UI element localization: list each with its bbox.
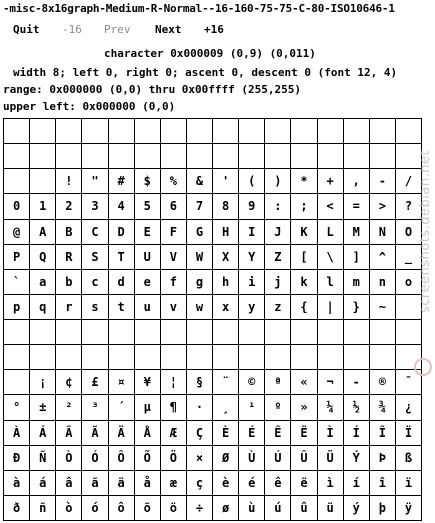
glyph-cell[interactable]: ³ — [82, 395, 108, 420]
glyph-cell[interactable]: T — [109, 245, 135, 270]
glyph-cell[interactable] — [265, 119, 291, 144]
glyph-cell[interactable]: l — [318, 270, 344, 295]
glyph-cell[interactable] — [265, 320, 291, 345]
glyph-cell[interactable]: Õ — [135, 446, 161, 471]
glyph-cell[interactable] — [4, 320, 30, 345]
glyph-cell[interactable] — [370, 345, 396, 370]
glyph-cell[interactable]: s — [82, 295, 108, 320]
glyph-cell[interactable]: Ç — [187, 421, 213, 446]
glyph-cell[interactable]: Ã — [82, 421, 108, 446]
glyph-cell[interactable]: ë — [291, 471, 317, 496]
glyph-cell[interactable]: Æ — [161, 421, 187, 446]
glyph-cell[interactable]: & — [187, 169, 213, 194]
glyph-cell[interactable]: ö — [161, 496, 187, 521]
glyph-cell[interactable]: Î — [370, 421, 396, 446]
glyph-cell[interactable]: ¡ — [30, 370, 56, 395]
glyph-cell[interactable]: © — [239, 370, 265, 395]
glyph-cell[interactable]: o — [396, 270, 422, 295]
glyph-cell[interactable]: G — [187, 220, 213, 245]
range-info: range: 0x000000 (0,0) thru 0x00ffff (255,255) — [3, 83, 302, 96]
glyph-cell[interactable]: ! — [56, 169, 82, 194]
character-grid[interactable] — [3, 118, 422, 521]
glyph-cell[interactable]: ð — [4, 496, 30, 521]
glyph-cell[interactable]: g — [187, 270, 213, 295]
glyph-cell[interactable]: ` — [4, 270, 30, 295]
glyph-cell[interactable] — [370, 320, 396, 345]
glyph-cell[interactable]: É — [239, 421, 265, 446]
glyph-cell[interactable]: 3 — [82, 194, 108, 219]
glyph-cell[interactable]: { — [291, 295, 317, 320]
glyph-cell[interactable]: ê — [265, 471, 291, 496]
glyph-cell[interactable]: ? — [396, 194, 422, 219]
glyph-cell[interactable]: Ù — [239, 446, 265, 471]
glyph-cell[interactable]: à — [4, 471, 30, 496]
glyph-cell[interactable] — [318, 320, 344, 345]
glyph-cell[interactable]: * — [291, 169, 317, 194]
glyph-cell[interactable]: u — [135, 295, 161, 320]
glyph-cell[interactable]: · — [187, 395, 213, 420]
glyph-cell[interactable]: Þ — [370, 446, 396, 471]
glyph-cell[interactable] — [213, 144, 239, 169]
menu-bar — [0, 20, 435, 40]
glyph-cell[interactable] — [135, 320, 161, 345]
glyph-cell[interactable]: » — [291, 395, 317, 420]
glyph-cell[interactable]: j — [265, 270, 291, 295]
glyph-cell[interactable]: Ñ — [30, 446, 56, 471]
glyph-cell[interactable]: ^ — [370, 245, 396, 270]
glyph-cell[interactable]: W — [187, 245, 213, 270]
glyph-cell[interactable]: Ä — [109, 421, 135, 446]
glyph-cell[interactable]: ò — [56, 496, 82, 521]
glyph-cell[interactable]: ´ — [109, 395, 135, 420]
glyph-cell[interactable]: C — [82, 220, 108, 245]
glyph-cell[interactable]: å — [135, 471, 161, 496]
glyph-cell[interactable]: h — [213, 270, 239, 295]
glyph-cell[interactable]: ² — [56, 395, 82, 420]
glyph-cell[interactable]: $ — [135, 169, 161, 194]
glyph-cell[interactable]: i — [239, 270, 265, 295]
glyph-cell[interactable]: ý — [344, 496, 370, 521]
window-title: -misc-8x16graph-Medium-R-Normal--16-160-75-75-C-80-ISO10646-1 — [3, 2, 395, 15]
glyph-cell[interactable]: f — [161, 270, 187, 295]
glyph-cell[interactable]: } — [344, 295, 370, 320]
glyph-cell[interactable]: p — [4, 295, 30, 320]
glyph-cell[interactable] — [109, 320, 135, 345]
glyph-cell[interactable] — [56, 345, 82, 370]
glyph-cell[interactable]: ¨ — [213, 370, 239, 395]
glyph-cell[interactable] — [161, 144, 187, 169]
glyph-cell[interactable]: ¾ — [370, 395, 396, 420]
glyph-cell[interactable]: æ — [161, 471, 187, 496]
glyph-cell[interactable] — [82, 119, 108, 144]
glyph-cell[interactable]: À — [4, 421, 30, 446]
glyph-cell[interactable] — [318, 144, 344, 169]
glyph-cell[interactable]: ÿ — [396, 496, 422, 521]
glyph-cell[interactable]: ' — [213, 169, 239, 194]
glyph-cell[interactable]: ¶ — [161, 395, 187, 420]
glyph-cell[interactable]: ¦ — [161, 370, 187, 395]
glyph-cell[interactable] — [239, 144, 265, 169]
glyph-cell[interactable]: ô — [109, 496, 135, 521]
glyph-cell[interactable]: H — [213, 220, 239, 245]
glyph-cell[interactable]: £ — [82, 370, 108, 395]
glyph-cell[interactable]: 9 — [239, 194, 265, 219]
character-info: character 0x000009 (0,9) (0,011) — [104, 47, 316, 60]
glyph-cell[interactable]: % — [161, 169, 187, 194]
glyph-cell[interactable]: ¬ — [318, 370, 344, 395]
glyph-cell[interactable]: Â — [56, 421, 82, 446]
glyph-cell[interactable]: ü — [318, 496, 344, 521]
glyph-cell[interactable] — [370, 119, 396, 144]
glyph-cell[interactable]: ¯ — [396, 370, 422, 395]
glyph-cell[interactable] — [4, 119, 30, 144]
glyph-cell[interactable] — [187, 119, 213, 144]
prev-button[interactable]: Prev — [104, 23, 131, 36]
glyph-cell[interactable]: × — [187, 446, 213, 471]
glyph-cell[interactable] — [291, 345, 317, 370]
glyph-cell[interactable] — [291, 119, 317, 144]
glyph-cell[interactable]: ) — [265, 169, 291, 194]
glyph-cell[interactable] — [213, 345, 239, 370]
glyph-cell[interactable]: + — [318, 169, 344, 194]
glyph-cell[interactable]: 5 — [135, 194, 161, 219]
glyph-cell[interactable] — [318, 345, 344, 370]
glyph-cell[interactable]: ; — [291, 194, 317, 219]
glyph-cell[interactable]: k — [291, 270, 317, 295]
glyph-cell[interactable]: î — [370, 471, 396, 496]
plus16-button[interactable]: +16 — [204, 23, 224, 36]
glyph-cell[interactable]: | — [318, 295, 344, 320]
glyph-cell[interactable] — [370, 144, 396, 169]
glyph-cell[interactable]: c — [82, 270, 108, 295]
glyph-cell[interactable] — [265, 345, 291, 370]
glyph-cell[interactable] — [30, 320, 56, 345]
glyph-cell[interactable]: ± — [30, 395, 56, 420]
glyph-cell[interactable]: Ì — [318, 421, 344, 446]
glyph-cell[interactable]: ï — [396, 471, 422, 496]
glyph-cell[interactable]: ] — [344, 245, 370, 270]
glyph-cell[interactable]: - — [370, 169, 396, 194]
glyph-cell[interactable]: Q — [30, 245, 56, 270]
glyph-cell[interactable]: Á — [30, 421, 56, 446]
glyph-cell[interactable]: t — [109, 295, 135, 320]
glyph-cell[interactable] — [30, 119, 56, 144]
glyph-cell[interactable]: S — [82, 245, 108, 270]
glyph-cell[interactable] — [187, 320, 213, 345]
glyph-cell[interactable]: Å — [135, 421, 161, 446]
glyph-cell[interactable]: P — [4, 245, 30, 270]
glyph-cell[interactable]: è — [213, 471, 239, 496]
metrics-info: width 8; left 0, right 0; ascent 0, descent 0 (font 12, 4) — [13, 66, 398, 79]
glyph-cell[interactable] — [213, 119, 239, 144]
glyph-cell[interactable]: ª — [265, 370, 291, 395]
glyph-cell[interactable]: 4 — [109, 194, 135, 219]
glyph-cell[interactable]: M — [344, 220, 370, 245]
glyph-cell[interactable] — [239, 345, 265, 370]
glyph-cell[interactable]: D — [109, 220, 135, 245]
glyph-cell[interactable]: : — [265, 194, 291, 219]
glyph-cell[interactable] — [56, 119, 82, 144]
glyph-cell[interactable] — [4, 345, 30, 370]
glyph-cell[interactable]: ó — [82, 496, 108, 521]
glyph-cell[interactable] — [4, 370, 30, 395]
glyph-cell[interactable]: 2 — [56, 194, 82, 219]
glyph-cell[interactable]: K — [291, 220, 317, 245]
glyph-cell[interactable]: 1 — [30, 194, 56, 219]
glyph-cell[interactable]: , — [344, 169, 370, 194]
glyph-cell[interactable]: ¢ — [56, 370, 82, 395]
glyph-cell[interactable]: õ — [135, 496, 161, 521]
glyph-cell[interactable] — [396, 320, 422, 345]
glyph-cell[interactable]: I — [239, 220, 265, 245]
glyph-cell[interactable]: Ø — [213, 446, 239, 471]
glyph-cell[interactable]: Ð — [4, 446, 30, 471]
glyph-cell[interactable]: x — [213, 295, 239, 320]
glyph-cell[interactable]: ù — [239, 496, 265, 521]
glyph-cell[interactable]: á — [30, 471, 56, 496]
glyph-cell[interactable] — [396, 119, 422, 144]
glyph-cell[interactable] — [109, 144, 135, 169]
glyph-cell[interactable]: ¼ — [318, 395, 344, 420]
glyph-cell[interactable]: d — [109, 270, 135, 295]
glyph-cell[interactable]: Í — [344, 421, 370, 446]
glyph-cell[interactable]: m — [344, 270, 370, 295]
glyph-cell[interactable]: é — [239, 471, 265, 496]
glyph-cell[interactable]: 7 — [187, 194, 213, 219]
glyph-cell[interactable] — [187, 345, 213, 370]
glyph-cell[interactable] — [239, 320, 265, 345]
glyph-cell[interactable]: b — [56, 270, 82, 295]
glyph-cell[interactable]: r — [56, 295, 82, 320]
glyph-cell[interactable] — [265, 144, 291, 169]
minus16-button[interactable]: -16 — [62, 23, 82, 36]
glyph-cell[interactable] — [135, 119, 161, 144]
glyph-cell[interactable]: û — [291, 496, 317, 521]
glyph-cell[interactable]: ì — [318, 471, 344, 496]
glyph-cell[interactable] — [56, 320, 82, 345]
glyph-cell[interactable]: Ê — [265, 421, 291, 446]
glyph-cell[interactable]: Y — [239, 245, 265, 270]
glyph-cell[interactable] — [30, 169, 56, 194]
glyph-cell[interactable] — [82, 144, 108, 169]
glyph-cell[interactable]: Z — [265, 245, 291, 270]
glyph-cell[interactable]: ½ — [344, 395, 370, 420]
glyph-cell[interactable]: ¸ — [213, 395, 239, 420]
glyph-cell[interactable]: w — [187, 295, 213, 320]
glyph-cell[interactable]: ä — [109, 471, 135, 496]
glyph-cell[interactable]: ç — [187, 471, 213, 496]
glyph-cell[interactable] — [344, 320, 370, 345]
glyph-cell[interactable]: ú — [265, 496, 291, 521]
glyph-cell[interactable] — [213, 320, 239, 345]
glyph-cell[interactable]: µ — [135, 395, 161, 420]
glyph-cell[interactable] — [344, 345, 370, 370]
watermark-text: screenshots.debian.net — [418, 150, 433, 313]
glyph-cell[interactable]: @ — [4, 220, 30, 245]
glyph-cell[interactable]: ø — [213, 496, 239, 521]
glyph-cell[interactable] — [161, 119, 187, 144]
glyph-cell[interactable]: Ü — [318, 446, 344, 471]
glyph-cell[interactable]: ® — [370, 370, 396, 395]
glyph-cell[interactable]: \ — [318, 245, 344, 270]
glyph-cell[interactable]: Ý — [344, 446, 370, 471]
glyph-cell[interactable]: V — [161, 245, 187, 270]
glyph-cell[interactable]: [ — [291, 245, 317, 270]
glyph-cell[interactable]: E — [135, 220, 161, 245]
glyph-cell[interactable]: n — [370, 270, 396, 295]
glyph-cell[interactable] — [161, 345, 187, 370]
glyph-cell[interactable] — [109, 119, 135, 144]
glyph-cell[interactable] — [161, 320, 187, 345]
glyph-cell[interactable] — [344, 119, 370, 144]
glyph-cell[interactable]: § — [187, 370, 213, 395]
glyph-cell[interactable]: 0 — [4, 194, 30, 219]
glyph-cell[interactable]: Ï — [396, 421, 422, 446]
glyph-cell[interactable]: v — [161, 295, 187, 320]
glyph-cell[interactable]: = — [344, 194, 370, 219]
glyph-cell[interactable]: > — [370, 194, 396, 219]
glyph-cell[interactable]: º — [265, 395, 291, 420]
glyph-cell[interactable]: Ó — [82, 446, 108, 471]
upper-left-info: upper left: 0x000000 (0,0) — [3, 100, 176, 113]
glyph-cell[interactable]: Ë — [291, 421, 317, 446]
glyph-cell[interactable]: A — [30, 220, 56, 245]
glyph-cell[interactable]: í — [344, 471, 370, 496]
glyph-cell[interactable] — [82, 345, 108, 370]
glyph-cell[interactable]: Ö — [161, 446, 187, 471]
glyph-cell[interactable]: ÷ — [187, 496, 213, 521]
glyph-cell[interactable]: ° — [4, 395, 30, 420]
glyph-cell[interactable]: « — [291, 370, 317, 395]
glyph-cell[interactable]: 6 — [161, 194, 187, 219]
glyph-cell[interactable]: " — [82, 169, 108, 194]
glyph-cell[interactable] — [135, 345, 161, 370]
glyph-cell[interactable]: z — [265, 295, 291, 320]
glyph-cell[interactable] — [187, 144, 213, 169]
quit-button[interactable]: Quit — [13, 23, 40, 36]
glyph-cell[interactable]: Ú — [265, 446, 291, 471]
glyph-cell[interactable]: N — [370, 220, 396, 245]
glyph-cell[interactable]: X — [213, 245, 239, 270]
glyph-cell[interactable] — [30, 345, 56, 370]
glyph-cell[interactable]: a — [30, 270, 56, 295]
glyph-cell[interactable]: ¹ — [239, 395, 265, 420]
glyph-cell[interactable]: Ò — [56, 446, 82, 471]
glyph-cell[interactable] — [291, 144, 317, 169]
debian-logo-icon — [414, 358, 432, 376]
glyph-cell[interactable]: # — [109, 169, 135, 194]
glyph-cell[interactable]: _ — [396, 245, 422, 270]
glyph-cell[interactable] — [4, 144, 30, 169]
glyph-cell[interactable]: ¥ — [135, 370, 161, 395]
glyph-cell[interactable]: ã — [82, 471, 108, 496]
glyph-cell[interactable]: e — [135, 270, 161, 295]
glyph-cell[interactable]: ~ — [370, 295, 396, 320]
glyph-cell[interactable]: B — [56, 220, 82, 245]
glyph-cell[interactable] — [318, 119, 344, 144]
glyph-cell[interactable]: q — [30, 295, 56, 320]
glyph-cell[interactable]: þ — [370, 496, 396, 521]
glyph-cell[interactable] — [291, 320, 317, 345]
glyph-cell[interactable]: Û — [291, 446, 317, 471]
glyph-cell[interactable]: R — [56, 245, 82, 270]
glyph-cell[interactable]: F — [161, 220, 187, 245]
glyph-cell[interactable] — [30, 144, 56, 169]
glyph-cell[interactable]: < — [318, 194, 344, 219]
glyph-cell[interactable]: O — [396, 220, 422, 245]
glyph-cell[interactable]: y — [239, 295, 265, 320]
glyph-cell[interactable] — [239, 119, 265, 144]
glyph-cell[interactable] — [135, 144, 161, 169]
glyph-cell[interactable]: â — [56, 471, 82, 496]
glyph-cell[interactable] — [82, 320, 108, 345]
glyph-cell[interactable] — [344, 144, 370, 169]
glyph-cell[interactable]: ¿ — [396, 395, 422, 420]
glyph-cell[interactable] — [56, 144, 82, 169]
next-button[interactable]: Next — [155, 23, 182, 36]
glyph-cell[interactable]: ( — [239, 169, 265, 194]
glyph-cell[interactable] — [4, 169, 30, 194]
glyph-cell[interactable]: U — [135, 245, 161, 270]
glyph-cell[interactable]: / — [396, 169, 422, 194]
glyph-cell[interactable]: J — [265, 220, 291, 245]
glyph-cell[interactable]: 8 — [213, 194, 239, 219]
glyph-cell[interactable]: - — [344, 370, 370, 395]
glyph-cell[interactable]: Ô — [109, 446, 135, 471]
glyph-cell[interactable] — [109, 345, 135, 370]
glyph-cell[interactable]: ¤ — [109, 370, 135, 395]
glyph-cell[interactable]: ñ — [30, 496, 56, 521]
glyph-cell[interactable]: È — [213, 421, 239, 446]
glyph-cell[interactable]: ß — [396, 446, 422, 471]
glyph-cell[interactable]: L — [318, 220, 344, 245]
